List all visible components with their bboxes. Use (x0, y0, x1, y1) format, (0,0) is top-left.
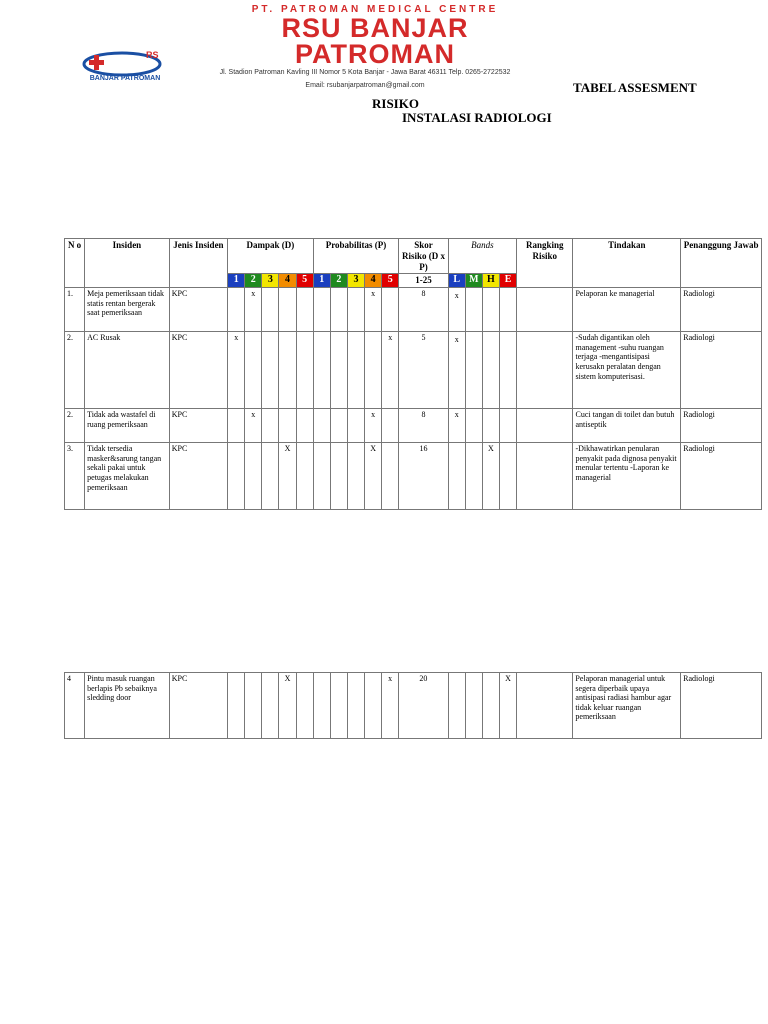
prob-mark (330, 673, 347, 739)
band-mark (499, 288, 516, 332)
risk-table (64, 238, 762, 510)
prob-mark: X (365, 443, 382, 510)
row-rangking (517, 288, 573, 332)
table-row (65, 332, 762, 409)
row-rangking (517, 409, 573, 443)
band-mark (482, 673, 499, 739)
band-mark (465, 443, 482, 510)
logo-text: BANJAR PATROMAN (89, 75, 161, 82)
prob-mark (313, 332, 330, 409)
band-mark (482, 409, 499, 443)
row-no: 3. (65, 443, 85, 510)
row-tindakan: -Sudah digantikan oleh management -suhu ruangan terjaga -mengantisipasi kerusakn peralatan dengan sistem komputerisasi. (573, 332, 681, 409)
row-no: 1. (65, 288, 85, 332)
band-mark (499, 673, 516, 739)
dampak-mark (245, 332, 262, 409)
header-skor-range: 1-25 (399, 274, 448, 288)
row-penanggung: Radiologi (681, 409, 762, 443)
hospital-email: Email: rsubanjarpatroman@gmail.com (305, 82, 425, 89)
dampak-mark (262, 443, 279, 510)
doc-title-line3: INSTALASI RADIOLOGI (402, 110, 552, 125)
doc-title-line2: RISIKO (372, 96, 419, 111)
prob-mark (382, 409, 399, 443)
dampak-mark (262, 332, 279, 409)
dampak-mark: x (245, 288, 262, 332)
prob-mark (330, 288, 347, 332)
dampak-mark (228, 288, 245, 332)
prob-mark: x (382, 332, 399, 409)
table-row (65, 288, 762, 332)
band-mark (465, 673, 482, 739)
prob-scale-3: 3 (347, 274, 364, 288)
prob-scale-5: 5 (382, 274, 399, 288)
dampak-mark (228, 409, 245, 443)
dampak-mark (279, 288, 296, 332)
row-penanggung: Radiologi (681, 673, 762, 739)
band-mark (482, 443, 499, 510)
band-mark-value: X (488, 444, 494, 454)
risk-table-continued (64, 672, 762, 739)
row-no: 4 (65, 673, 85, 739)
row-jenis: KPC (169, 443, 227, 510)
dampak-mark: x (245, 409, 262, 443)
header-skor: Skor Risiko (D x P) (399, 239, 448, 274)
row-no: 2. (65, 409, 85, 443)
prob-mark: x (365, 409, 382, 443)
row-tindakan: Pelaporan managerial untuk segera diperbaik upaya antisipasi radiasi hambur agar tidak keluar ruangan pemeriksaan (573, 673, 681, 739)
dampak-scale-5: 5 (296, 274, 313, 288)
row-insiden: Meja pemeriksaan tidak statis rentan bergerak saat pemeriksaan (85, 288, 170, 332)
row-tindakan: -Dikhawatirkan penularan penyakit pada dignosa penyakit menular tertentu -Laporan ke managerial (573, 443, 681, 510)
prob-mark (347, 443, 364, 510)
band-l: L (448, 274, 465, 288)
row-skor: 8 (399, 409, 448, 443)
row-jenis: KPC (169, 673, 227, 739)
dampak-scale-1: 1 (228, 274, 245, 288)
prob-mark (330, 332, 347, 409)
row-jenis: KPC (169, 332, 227, 409)
row-rangking (517, 443, 573, 510)
dampak-mark (228, 673, 245, 739)
band-mark (465, 409, 482, 443)
prob-scale-1: 1 (313, 274, 330, 288)
band-mark (499, 409, 516, 443)
dampak-mark (296, 443, 313, 510)
company-name: PT. PATROMAN MEDICAL CENTRE (251, 4, 499, 15)
header-probabilitas: Probabilitas (P) (313, 239, 399, 274)
band-mark (499, 332, 516, 409)
prob-scale-2: 2 (330, 274, 347, 288)
row-tindakan: Cuci tangan di toilet dan butuh antiseptik (573, 409, 681, 443)
row-skor: 5 (399, 332, 448, 409)
row-skor: 8 (399, 288, 448, 332)
dampak-mark (279, 409, 296, 443)
prob-scale-4: 4 (365, 274, 382, 288)
row-skor: 20 (399, 673, 448, 739)
row-insiden: Tidak tersedia masker&sarung tangan sekali pakai untuk petugas melakukan pemeriksaan (85, 443, 170, 510)
prob-mark (347, 288, 364, 332)
dampak-mark (296, 409, 313, 443)
band-mark (448, 443, 465, 510)
table-row (65, 443, 762, 510)
band-m: M (465, 274, 482, 288)
band-mark-value: x (454, 335, 459, 345)
prob-mark (365, 673, 382, 739)
row-insiden: AC Rusak (85, 332, 170, 409)
header-bands: Bands (448, 239, 516, 274)
prob-mark (347, 332, 364, 409)
dampak-mark: x (228, 332, 245, 409)
dampak-mark: X (279, 673, 296, 739)
prob-mark (313, 673, 330, 739)
band-mark (465, 332, 482, 409)
band-mark (448, 288, 465, 332)
row-skor: 16 (399, 443, 448, 510)
dampak-mark (262, 673, 279, 739)
dampak-scale-4: 4 (279, 274, 296, 288)
row-insiden: Pintu masuk ruangan berlapis Pb sebaiknya sledding door (85, 673, 170, 739)
dampak-mark (296, 673, 313, 739)
dampak-mark (279, 332, 296, 409)
prob-mark (330, 409, 347, 443)
prob-mark (330, 443, 347, 510)
prob-mark (347, 409, 364, 443)
dampak-mark (262, 409, 279, 443)
row-rangking (517, 332, 573, 409)
prob-mark: x (382, 673, 399, 739)
prob-mark (382, 443, 399, 510)
band-mark (465, 288, 482, 332)
band-mark (482, 332, 499, 409)
prob-mark (365, 332, 382, 409)
prob-mark (313, 409, 330, 443)
row-no: 2. (65, 332, 85, 409)
dampak-mark (296, 332, 313, 409)
hospital-address: Jl. Stadion Patroman Kavling III Nomor 5 Kota Banjar - Jawa Barat 46311 Telp. 0265-2722532 (219, 69, 511, 76)
band-mark (482, 288, 499, 332)
row-rangking (517, 673, 573, 739)
logo-badge: RS (146, 50, 159, 60)
dampak-mark (245, 443, 262, 510)
prob-mark (313, 443, 330, 510)
band-mark-value: X (505, 674, 511, 683)
table-row (65, 673, 762, 739)
prob-mark (382, 288, 399, 332)
hospital-name-line1: RSU BANJAR (281, 13, 469, 43)
header-tindakan: Tindakan (573, 239, 681, 288)
band-mark (448, 673, 465, 739)
row-insiden: Tidak ada wastafel di ruang pemeriksaan (85, 409, 170, 443)
header-penanggung: Penanggung Jawab (681, 239, 762, 288)
hospital-name-line2: PATROMAN (295, 39, 455, 69)
table-row (65, 409, 762, 443)
header-insiden: Insiden (85, 239, 170, 288)
band-mark (499, 443, 516, 510)
dampak-mark (245, 673, 262, 739)
band-mark-value: x (454, 410, 459, 420)
header-dampak: Dampak (D) (228, 239, 314, 274)
prob-mark (347, 673, 364, 739)
dampak-scale-2: 2 (245, 274, 262, 288)
dampak-scale-3: 3 (262, 274, 279, 288)
band-mark-value: x (454, 291, 459, 301)
dampak-mark (262, 288, 279, 332)
band-e: E (499, 274, 516, 288)
header-rangking: Rangking Risiko (517, 239, 573, 288)
row-penanggung: Radiologi (681, 443, 762, 510)
header-jenis: Jenis Insiden (169, 239, 227, 288)
dampak-mark (228, 443, 245, 510)
row-jenis: KPC (169, 409, 227, 443)
row-tindakan: Pelaporan ke managerial (573, 288, 681, 332)
dampak-mark: X (279, 443, 296, 510)
doc-title-line1: TABEL ASSESMENT (573, 80, 697, 95)
prob-mark: x (365, 288, 382, 332)
prob-mark (313, 288, 330, 332)
band-mark (448, 409, 465, 443)
row-penanggung: Radiologi (681, 332, 762, 409)
band-mark (448, 332, 465, 409)
row-jenis: KPC (169, 288, 227, 332)
row-penanggung: Radiologi (681, 288, 762, 332)
header-no: N o (65, 239, 85, 288)
band-h: H (482, 274, 499, 288)
dampak-mark (296, 288, 313, 332)
